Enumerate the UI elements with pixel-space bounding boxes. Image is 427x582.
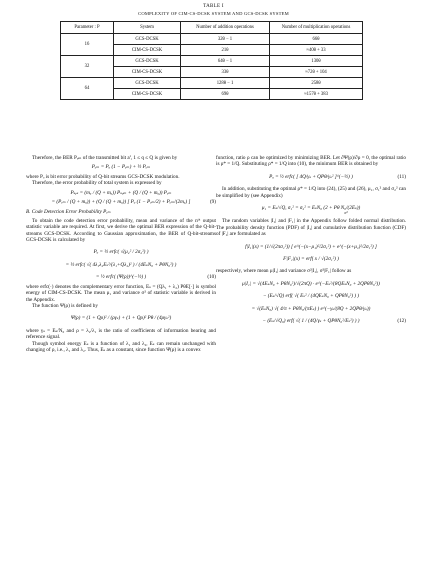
addition-cell: 33θ [181, 67, 270, 78]
equation-pq-line3 [26, 274, 216, 280]
equation-pq-line1: Pₒ = ½ erfc( √(μ₂² / 2σ₂²) ) [93, 249, 149, 256]
header-system: System [114, 22, 181, 34]
equation-mean-line4 [216, 318, 406, 324]
multiplication-cell: ≈40θ + 33 [270, 45, 363, 56]
multiplication-cell: ≈157θ + 383 [270, 89, 363, 100]
equation-mean-line2: − (Eₛ/√Q) erf( √( Eₛ² / (4QEₛN₀ + QPθN₀²) ) ) [262, 293, 360, 300]
system-cell: CIM-CS-DCSK [114, 45, 181, 56]
paragraph: In addition, substituting the optimal ρ* = 1/Q into (24), (25) and (26), μ₁, σ₁² and σ₂² can be simplified by (see Appendix) [216, 186, 406, 199]
table-row [61, 78, 363, 89]
right-column [216, 155, 406, 325]
header-parameter: Parameter : P [61, 22, 114, 34]
table-caption: COMPLEXITY OF CIM-CS-DCSK SYSTEM AND GCS-DCSK SYSTEM [138, 11, 289, 16]
equation-underbrace-label: σ² [344, 210, 348, 216]
addition-cell: 128θ − 1 [181, 78, 270, 89]
multiplication-cell: 66θ [270, 34, 363, 45]
equation-ber-pem: Pₑₘ = Pₒ (1 − Pₑₘ) + ½ Pₑₘ [91, 164, 151, 171]
multiplication-cell: 130θ [270, 56, 363, 67]
paragraph: Though symbol energy Eₛ is a function of λ₁ and λ₂, Eₛ can remain unchanged with changing of ρ, i.e., λ₁ and λ₂. Thus, Eₛ as a constant, since function Ψ(ρ) is a convex [26, 340, 216, 353]
equation-psys-line2-text: = (Pₑₘ / (Q + mₐ)) + (Q / (Q + mₐ)) [ Pₒ (1 − Pₑₘ/2) + Pₑₘ/(2mₐ) ] [51, 199, 191, 206]
paragraph: where Pₒ is bit error probability of Q-bit streams GCS-DCSK modulation. [26, 173, 180, 180]
paragraph: function, ratio ρ can be optimized by minimizing BER. Let ∂Ψ(ρ)/∂ρ = 0, the optimal ratio is ρ* = 1/Q. Substituting ρ* = 1/Q into (10), the minimum BER is obtained by [216, 155, 406, 168]
equation-mu-sigma: μ₁ = Eₛ/√Q, σ₁² = σ₂² = EₛN₀ (2 + Pθ N₀/(2Eₛ)) [261, 205, 361, 212]
addition-cell: 69θ [181, 89, 270, 100]
equation-cdf: F|F₁|(x) = erf( x / √(2σ₁²) ) [283, 256, 339, 263]
table-header-row [61, 22, 363, 34]
section-heading: B. Code Detection Error Probability Pₑₘ [26, 209, 111, 216]
paragraph: respectively, where mean μ|I₁| and variance σ²|I₁|, σ²|F₁| follow as [216, 268, 352, 275]
system-cell: CIM-CS-DCSK [114, 89, 181, 100]
paragraph: where γₛ = Eₛ/N₀ and ρ = λ₂/λ₁ is the ratio of coefficients of information bearing and reference signal. [26, 327, 216, 341]
paragraph: Therefore, the BER Pₑₘ of the transmitted bit aⁱ, 1 ≤ q ≤ Q is given by [32, 155, 178, 161]
table-row [61, 56, 363, 67]
equation-mean-line3: = √(EₛN₀) √( 4/π + PθN₀/(πEₛ) ) e^(−γₛ/(8Q + 2QPθ/γₛ)) [251, 305, 371, 312]
equation-mean-line4-text: − (Eₛ/√Q₀) erf( √( 1 / (4Q/γₛ + QPθN₀²/Eₛ²) ) ) [262, 318, 360, 325]
param-cell: 64 [61, 78, 114, 100]
system-cell: GCS-DCSK [114, 34, 181, 45]
paragraph: where erfc(·) denotes the complementary error function, Eₛ = (Qλ₁ + λ₂) PθE[·] is symbol energy of CIM-CS-DCSK. The mean μ₁ and variance σ² of statistic variable is derived in the Appendix. [26, 283, 216, 303]
param-cell: 16 [61, 34, 114, 56]
addition-cell: 21θ [181, 45, 270, 56]
left-column [26, 155, 216, 353]
system-cell: GCS-DCSK [114, 56, 181, 67]
multiplication-cell: 258θ [270, 78, 363, 89]
equation-pq-line2: = ½ erfc( √( 4λ₁λ₂Eₛ²/(λ₁+Qλ₂)² ) / (4EₛN₀ + PθN₀²) ) [65, 261, 177, 268]
table-row [61, 34, 363, 45]
multiplication-cell: ≈72θ + 104 [270, 67, 363, 78]
table-number: TABLE I [203, 4, 224, 9]
system-cell: GCS-DCSK [114, 78, 181, 89]
equation-psys-line1: Pₛᵧₛ = (mₐ / (Q + mₐ)) Pₛₒₘ + (Q / (Q + mₐ)) Pₑₘ [70, 189, 172, 196]
header-addition: Number of addition operations [181, 22, 270, 34]
paragraph: The function Ψ(ρ) is defined by [32, 302, 98, 309]
equation-number: (12) [397, 318, 406, 325]
equation-psys-line2 [26, 199, 216, 205]
equation-number: (10) [207, 274, 216, 281]
paragraph: The random variables |I₁| and |F₁| in the Appendix follow folded normal distribution. The probability density function (PDF) of |I₁| and cumulative distribution function (CDF) of |F₁| are formulated as [216, 218, 406, 238]
equation-number: (11) [397, 173, 406, 180]
param-cell: 32 [61, 56, 114, 78]
equation-psi: Ψ(ρ) = (1 + Qρ)² / (ργₛ) + (1 + Qρ)² Pθ / (4ργₛ²) [70, 315, 172, 322]
addition-cell: 64θ − 1 [181, 56, 270, 67]
paragraph: To obtain the code detection error probability, mean and variance of the nᵗʰ output statistic variable are required. At first, we derive the optimal BER expression of the Q-bit-streams GCS-DCSK. According to Gaussian approximation, the BER of Q-bit-streams GCS-DCSK is calculated by [26, 217, 216, 244]
addition-cell: 32θ − 1 [181, 34, 270, 45]
equation-pq-optimal-text: Pₒ = ½ erfc( [ 4Q/γₛ + QPθ/γₛ² ]^(−½) ) [269, 173, 353, 180]
system-cell: CIM-CS-DCSK [114, 67, 181, 78]
equation-pq-line3-text: = ½ erfc( (Ψ(ρ))^(−½) ) [95, 274, 147, 281]
equation-pq-optimal [216, 174, 406, 180]
header-multiplication: Number of multiplication operations [270, 22, 363, 34]
complexity-table [60, 21, 363, 100]
equation-number: (9) [209, 199, 216, 206]
equation-mean-line1: μ|I₁| = √(4EₛN₀ + PθN₀²)/√(2πQ) · e^(−Eₛ²/(8QEₛN₀ + 2QPθN₀²)) [242, 280, 380, 287]
equation-pdf: f|I₁|(x) = (1/√(2πσ₁²)) [ e^(−(x−μ₁)²/2σ₁²) + e^(−(x+μ₁)²/2σ₁²) ] [245, 243, 377, 250]
paragraph: Therefore, the error probability of total system is expressed by [32, 180, 162, 187]
